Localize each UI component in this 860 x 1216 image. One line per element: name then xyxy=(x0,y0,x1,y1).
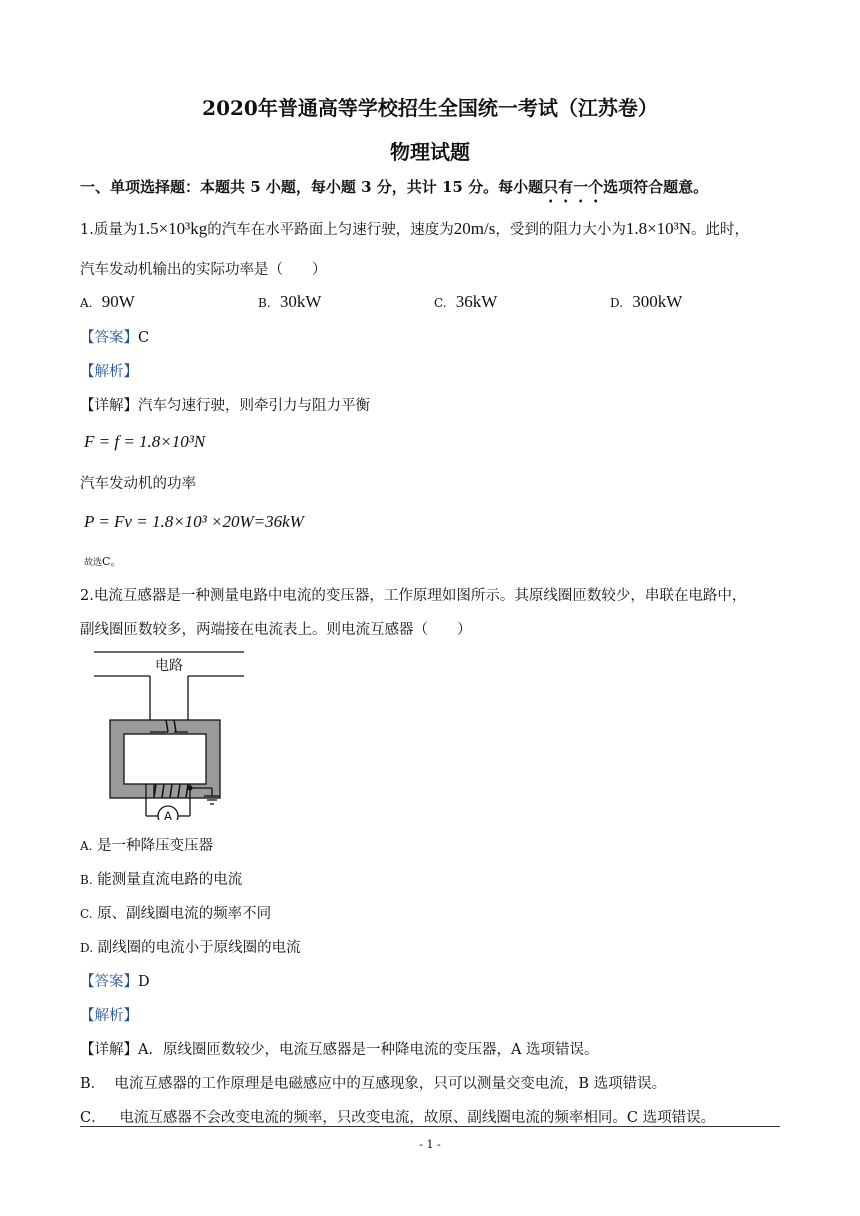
q1-option-c: C. 36kW xyxy=(434,292,498,311)
q1-answer: 【答案】C xyxy=(80,330,150,346)
section-heading: 一、单项选择题：本题共 5 小题，每小题 3 分，共计 15 分。每小题只有一个选项符合题意。 xyxy=(80,178,709,196)
q1-stem-line2: 汽车发动机输出的实际功率是（ ） xyxy=(80,262,327,278)
q2-answer: 【答案】D xyxy=(80,974,150,990)
q1-stem-line1: 1.质量为1.5×10³kg的汽车在水平路面上匀速行驶，速度为20m/s，受到的阻力大小为1.8×10³N。此时， xyxy=(80,219,750,238)
exam-title: 2020年普通高等学校招生全国统一考试（江苏卷） xyxy=(202,96,658,120)
q1-option-d: D. 300kW xyxy=(610,292,683,311)
q2-option-d: D. 副线圈的电流小于原线圈的电流 xyxy=(80,940,301,956)
junction-dot xyxy=(188,786,193,791)
q1-conclusion: 故选C。 xyxy=(84,555,122,568)
q1-option-a: A. 90W xyxy=(80,292,135,311)
q2-stem-line2: 副线圈匝数较多，两端接在电流表上。则电流互感器（ ） xyxy=(80,622,472,638)
q2-detail-b: B． 电流互感器的工作原理是电磁感应中的互感现象，只可以测量交变电流，B 选项错误。 xyxy=(80,1076,667,1092)
q2-option-a: A. 是一种降压变压器 xyxy=(80,838,214,854)
circuit-label: 电路 xyxy=(155,658,183,674)
q1-analysis-label: 【解析】 xyxy=(80,364,138,380)
q2-option-b: B. 能测量直流电路的电流 xyxy=(80,872,243,888)
page-number: - 1 - xyxy=(419,1138,441,1151)
q1-detail: 【详解】汽车匀速行驶，则牵引力与阻力平衡 xyxy=(80,398,370,414)
q1-option-b: B. 30kW xyxy=(258,292,322,311)
exam-subtitle: 物理试题 xyxy=(390,140,470,164)
q2-analysis-label: 【解析】 xyxy=(80,1008,138,1024)
footer-divider xyxy=(80,1126,780,1127)
q2-detail-c: C． 电流互感器不会改变电流的频率，只改变电流，故原、副线圈电流的频率相同。C 选项错误。 xyxy=(80,1110,716,1126)
ammeter-label: A xyxy=(163,809,173,820)
q1-equation-force: F = f = 1.8×10³N xyxy=(84,432,206,451)
core-window xyxy=(124,734,206,784)
q2-detail-a: 【详解】A．原线圈匝数较少，电流互感器是一种降电流的变压器，A 选项错误。 xyxy=(80,1042,599,1058)
q1-equation-power: P = Fv = 1.8×10³ ×20W=36kW xyxy=(84,512,304,531)
q2-stem-line1: 2.电流互感器是一种测量电路中电流的变压器，工作原理如图所示。其原线圈匝数较少，串联在电路中， xyxy=(80,588,747,604)
q2-option-c: C. 原、副线圈电流的频率不同 xyxy=(80,906,272,922)
current-transformer-diagram xyxy=(94,648,254,820)
q1-power-text: 汽车发动机的功率 xyxy=(80,476,196,492)
